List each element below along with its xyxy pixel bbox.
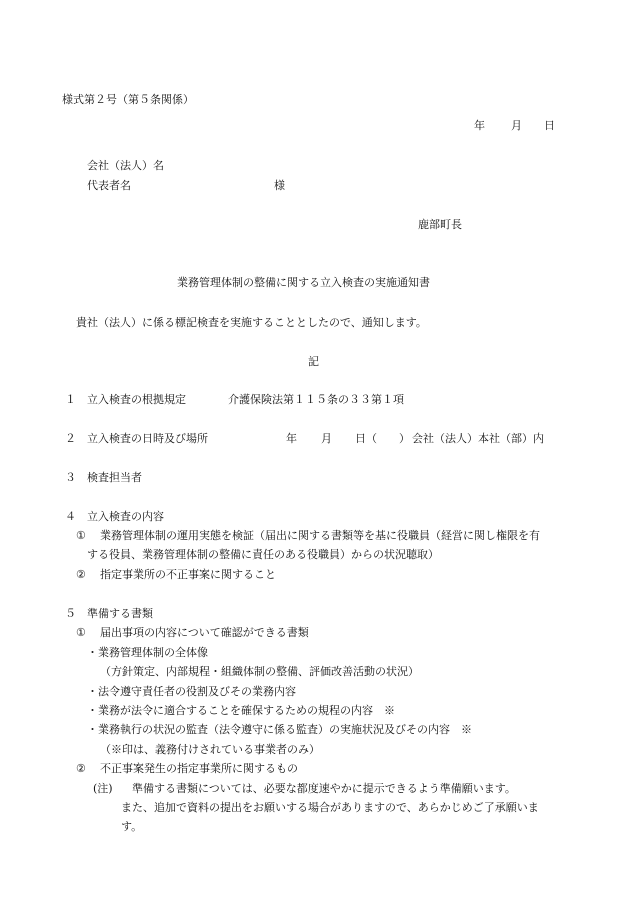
item2-place: 会社（法人）本社（部）内 [412, 432, 544, 445]
note-marker: (注) [93, 782, 113, 795]
sender: 鹿部町長 [418, 218, 462, 231]
body-text: 貴社（法人）に係る標記検査を実施することとしたので、通知します。 [76, 316, 427, 329]
form-number: 様式第２号（第５条関係） [62, 93, 194, 106]
item5-sub1-marker: ① [76, 626, 86, 639]
note-line1: 準備する書類については、必要な都度速やかに提示できるよう準備願います。 [132, 782, 516, 795]
company-label: 会社（法人）名 [87, 159, 164, 172]
item5-bullet1-detail: （方針策定、内部規程・組織体制の整備、評価改善活動の状況） [100, 665, 419, 678]
item4-sub1-line1: 業務管理体制の運用実態を検証（届出に関する書類等を基に役職員（経営に関し権限を有 [100, 529, 540, 542]
item2-number: ２ [65, 432, 76, 445]
honorific: 様 [274, 179, 285, 192]
item4-sub1-marker: ① [76, 529, 86, 542]
item5-sub1-text: 届出事項の内容について確認ができる書類 [100, 626, 309, 639]
item2-month: 月 [321, 432, 332, 445]
item5-bullet3: ・業務が法令に適合することを確保するための規程の内容 ※ [87, 704, 395, 717]
date-year: 年 [474, 119, 485, 132]
item4-number: ４ [65, 510, 76, 523]
ki-heading: 記 [308, 355, 319, 368]
item5-bullet4: ・業務執行の状況の監査（法令遵守に係る監査）の実施状況及びその内容 ※ [87, 723, 472, 736]
item5-bullet1: ・業務管理体制の全体像 [87, 646, 208, 659]
item4-label: 立入検査の内容 [87, 510, 164, 523]
representative-label: 代表者名 [87, 179, 131, 192]
item3-label: 検査担当者 [87, 471, 142, 484]
item1-value: 介護保険法第１１５条の３３第１項 [228, 393, 404, 406]
item5-number: ５ [65, 607, 76, 620]
item5-bullet2: ・法令遵守責任者の役割及びその業務内容 [87, 685, 296, 698]
note-line2: また、追加で資料の提出をお願いする場合がありますので、あらかじめご了承願いま [121, 801, 539, 814]
date-day: 日 [544, 119, 555, 132]
item4-sub2-text: 指定事業所の不正事案に関すること [100, 568, 276, 581]
item5-label: 準備する書類 [87, 607, 153, 620]
note-line3: す。 [121, 820, 143, 833]
item5-sub2-text: 不正事案発生の指定事業所に関するもの [100, 762, 298, 775]
date-month: 月 [511, 119, 522, 132]
item1-label: 立入検査の根拠規定 [87, 393, 186, 406]
item4-sub1-line2: する役員、業務管理体制の整備に責任のある役職員）からの状況聴取） [87, 548, 439, 561]
item1-number: １ [65, 393, 76, 406]
item3-number: ３ [65, 471, 76, 484]
document-title: 業務管理体制の整備に関する立入検査の実施通知書 [177, 276, 430, 289]
item5-sub2-marker: ② [76, 762, 86, 775]
item2-day: 日（ ） [355, 432, 410, 445]
item2-year: 年 [286, 432, 297, 445]
item2-label: 立入検査の日時及び場所 [87, 432, 208, 445]
item4-sub2-marker: ② [76, 568, 86, 581]
item5-bullet4-note: （※印は、義務付けされている事業者のみ） [100, 743, 320, 756]
